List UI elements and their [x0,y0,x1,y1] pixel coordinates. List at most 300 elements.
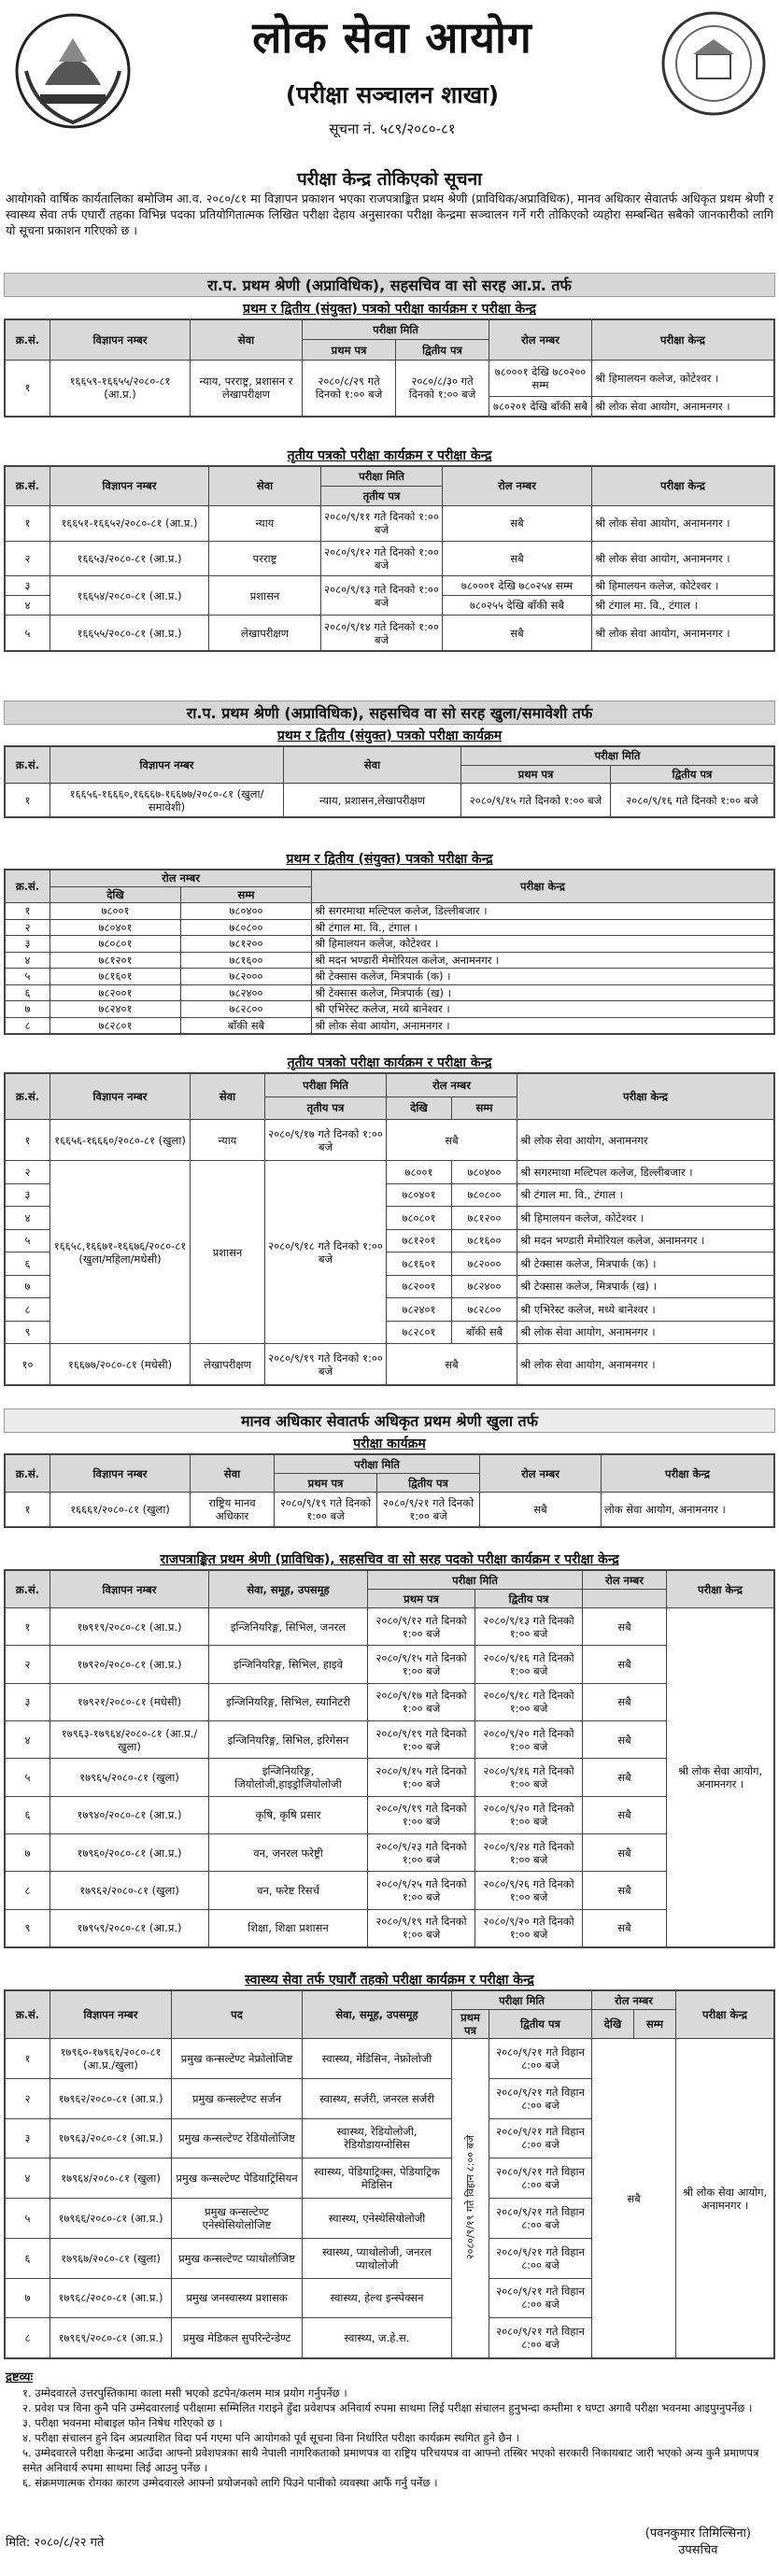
table-s8 [4,1989,775,2359]
col-sn: क्र.सं. [6,1991,50,2039]
note-number: ४. [22,2431,32,2444]
cell: श्री टंगाल मा. वि., टंगाल । [312,919,774,936]
cell: श्री लोक सेवा आयोग, अनामनगर । [592,396,774,416]
cell: १ [6,1493,50,1527]
cell: १६६६१/२०८०-८१ (खुला) [50,1493,191,1527]
cell: २०८०/९/२० गते दिनको १:०० बजे [475,1796,583,1833]
cell: २०८०/९/१८ गते दिनको १:०० बजे [265,1161,387,1344]
cell: ७८०४०१ [50,919,181,936]
col-roll: रोल नम्बर [50,870,312,887]
cell: १ [6,784,50,817]
cell: २०८०/९/१२ गते दिनको १:०० बजे [321,541,443,576]
col-from: देखि [50,886,181,903]
notice-title: परीक्षा केन्द्र तोकिएको सूचना [296,169,483,190]
cell: १६६५५/२०८०-८१ (आ.प्र.) [50,616,209,651]
cell: ७८०२०१ देखि बाँकी सबै [489,396,592,416]
table-row [6,1872,774,1909]
section-subtitle: प्रथम र द्वितीय (संयुक्त) पत्रको परीक्षा केन्द्र [286,852,493,867]
col-p1: प्रथम पत्र [368,1590,475,1608]
cell: सबै [583,1872,667,1909]
cell: श्री लोक सेवा आयोग, अनामनगर [517,1120,774,1161]
table-s1 [4,318,775,418]
cell: २०८०/९/२६ गते दिनको १:०० बजे [475,1872,583,1909]
cell: ८ [6,1298,50,1322]
cell: १७९६४/२०८०-८१ (खुला) [50,2158,172,2199]
cell: ४ [6,596,50,616]
signature-block [645,2526,751,2559]
cell: १६६५६-१६६६०/२०८०-८१ (खुला) [50,1120,191,1161]
cell: स्वास्थ्य, मेडिसिन, नेफ्रोलोजी [303,2039,452,2079]
table-row [6,616,774,651]
cell: ७८२००१ [387,1275,452,1298]
cell: २०८०/९/१४ गते दिनको १:०० बजे [321,616,443,651]
col-to: सम्म [452,1097,517,1120]
cell: २०८०/९/२४ गते दिनको १:०० बजे [475,1833,583,1871]
cell: ९ [6,1909,50,1946]
cell: १७९६६/२०८०-८१ (आ.प्र.) [50,2199,172,2239]
cell: सबै [443,616,592,651]
header [0,0,779,168]
cell: ७८२४०० [181,984,312,1001]
table-row [6,1646,774,1683]
col-service: सेवा [191,1455,275,1493]
cell: २०८०/९/१९ गते दिनको १:०० बजे [265,1344,387,1385]
cell: १६६५६-१६६६०,१६६६७-१६६७७/२०८०-८१ (खुला/समावेशी) [50,784,284,817]
cell: ३ [6,936,50,953]
org-name: लोक सेवा आयोग [252,12,532,63]
cell: श्री मदन भण्डारी मेमोरियल कलेज, अनामनगर । [517,1229,774,1253]
section-band: रा.प. प्रथम श्रेणी (अप्राविधिक), सहसचिव वा सो सरह खुला/समावेशी तर्फ [4,701,775,725]
cell: ७ [6,2278,50,2318]
section-subtitle: स्वास्थ्य सेवा तर्फ एघारौं तहको परीक्षा कार्यक्रम र परीक्षा केन्द्र [245,1973,534,1988]
cell: २०८०/९/१७ गते दिनको १:०० बजे [368,1683,475,1720]
cell: २०८०/९/२१ गते विहान ८:०० बजे [489,2118,592,2158]
col-adv: विज्ञापन नम्बर [50,1571,209,1608]
col-p1: प्रथम पत्र [303,340,396,360]
cell: स्वास्थ्य, हेल्थ इन्स्पेक्सन [303,2278,452,2318]
cell: प्रमुख कन्सल्टेण्ट रेडियोलोजिष्ट [172,2118,303,2158]
cell: श्री एभिरेस्ट कलेज, मध्ये बानेश्वर । [312,1001,774,1018]
cell: स्वास्थ्य, ज.हे.स. [303,2318,452,2358]
cell: सबै [387,1344,517,1385]
cell: श्री हिमालयन कलेज, कोटेश्वर । [592,360,774,396]
col-sn: क्र.सं. [6,870,50,903]
cell: १ [6,360,50,416]
table-row [6,903,774,920]
cell: लोक सेवा आयोग, अनामनगर । [602,1493,774,1527]
col-sn: क्र.सं. [6,320,50,361]
section-band: मानव अधिकार सेवातर्फ अधिकृत प्रथम श्रेणी खुला तर्फ [4,1408,775,1433]
col-service: सेवा, समूह, उपसमूह [209,1571,368,1608]
cell: ७८२८०१ [387,1321,452,1344]
cell: १ [6,505,50,541]
cell: ५ [6,616,50,651]
cell: १ [6,1608,50,1646]
table-row [6,1909,774,1946]
cell: १७९४०/२०८०-८१ (आ.प्र.) [50,1796,209,1833]
col-p1: प्रथम पत्र [275,1474,377,1493]
cell: श्री लोक सेवा आयोग, अनामनगर । [517,1321,774,1344]
note-item [6,2385,773,2400]
cell: २ [6,541,50,576]
table-s5 [4,1072,775,1386]
table-row [6,969,774,985]
cell: वन, फरेष्ट रिसर्च [209,1872,368,1909]
cell: १७९६८/२०८०-८१ (आ.प्र.) [50,2278,172,2318]
cell: २०८०/९/१८ गते दिनको १:०० बजे [475,1683,583,1720]
note-number: ३. [22,2416,32,2429]
table-row [6,505,774,541]
cell: २०८०/९/१९ गते दिनको १:०० बजे [368,1796,475,1833]
cell: श्री लोक सेवा आयोग, अनामनगर । [517,1344,774,1385]
table-s6 [4,1453,775,1528]
cell: २०८०/९/११ गते दिनको १:०० बजे [321,505,443,541]
nepal-emblem-icon [7,6,138,136]
cell: ४ [6,1207,50,1230]
cell: ७८०२५५ देखि बाँकी सबै [443,596,592,616]
col-service: सेवा [191,320,303,361]
table-row [6,1344,774,1385]
section-subtitle: राजपत्राङ्कित प्रथम श्रेणी (प्राविधिक), सहसचिव वा सो सरह पदको परीक्षा कार्यक्रम र परीक्षा केन्द्र [160,1552,619,1567]
cell: ५ [6,2199,50,2239]
col-adv: विज्ञापन नम्बर [50,320,191,361]
cell: २०८०/९/२१ गते विहान ८:०० बजे [489,2318,592,2358]
cell: ७८००१ [50,903,181,920]
cell [452,2039,489,2358]
col-date: परीक्षा मिति [303,320,489,340]
cell: ७८२००० [452,1253,517,1276]
cell: सबै [480,1493,602,1527]
cell: २०८०/९/२१ गते विहान ८:०० बजे [489,2199,592,2239]
cell: ३ [6,1683,50,1720]
cell: २०८०/९/१५ गते दिनको १:०० बजे [368,1646,475,1683]
table-row [6,1796,774,1833]
col-roll: रोल नम्बर [480,1455,602,1493]
cell: ७८१२०० [452,1207,517,1230]
cell: ८ [6,1872,50,1909]
note-item [6,2445,773,2475]
cell: २०८०/९/२१ गते विहान ८:०० बजे [489,2039,592,2079]
cell: श्री मदन भण्डारी मेमोरियल कलेज, अनामनगर । [312,952,774,969]
col-adv: विज्ञापन नम्बर [50,467,209,506]
cell: श्री टेक्सास कलेज, मित्रपार्क (ख) । [312,984,774,1001]
col-post: पद [172,1991,303,2039]
col-p3: तृतीय पत्र [321,486,443,505]
cell: २०८०/८/२९ गते दिनको १:०० बजे [303,360,396,416]
col-center: परीक्षा केन्द्र [312,870,774,903]
cell: न्याय, परराष्ट्र, प्रशासन र लेखापरीक्षण [191,360,303,416]
cell: १६६५९-१६६५५/२०८०-८१ (आ.प्र.) [50,360,191,416]
col-date: परीक्षा मिति [452,1991,592,2010]
cell: १७९६०-१७९६१/२०८०-८१ (आ.प्र./खुला) [50,2039,172,2079]
col-service: सेवा [209,467,321,506]
col-p1: प्रथम पत्र [461,765,611,784]
cell: प्रमुख कन्सल्टेण्ट सर्जन [172,2078,303,2118]
note-text: संक्रमणात्मक रोगका कारण उम्मेदवारले आफ्नो प्रयोजनको लागि पिउने पानीको व्यवस्था आफैं गर्नु पर्नेछ । [35,2476,438,2489]
cell: २०८०/९/२१ गते विहान ८:०० बजे [489,2238,592,2278]
cell: इन्जिनियरिङ्ग, जियोलोजी,हाइड्रोजियोलोजी [209,1759,368,1796]
cell: लेखापरीक्षण [191,1344,265,1385]
cell: ७८०००१ देखि ७८०२५४ सम्म [443,576,592,596]
cell: सबै [583,1909,667,1946]
note-number: ५. [22,2446,32,2459]
cell: १ [6,2039,50,2079]
cell: ३ [6,1183,50,1207]
section-subtitle: प्रथम र द्वितीय (संयुक्त) पत्रको परीक्षा कार्यक्रम र परीक्षा केन्द्र [243,302,536,317]
notes [6,2371,773,2490]
table-s4 [4,869,775,1035]
cell: इन्जिनियरिङ्ग, सिभिल, स्यानिटरी [209,1683,368,1720]
cell: २०८०/९/२५ गते दिनको १:०० बजे [368,1872,475,1909]
cell: ७८१६०१ [387,1253,452,1276]
cell: प्रमुख कन्सल्टेण्ट एनेस्थेसियोलोजिष्ट [172,2199,303,2239]
note-text: उम्मेदवारले उत्तरपुस्तिकामा काला मसी भएको डटपेन/कलम मात्र प्रयोग गर्नुपर्नेछ । [35,2386,347,2399]
cell: न्याय [209,505,321,541]
cell: सबै [583,1796,667,1833]
col-date: परीक्षा मिति [265,1074,387,1097]
cell: ६ [6,1253,50,1276]
section-subtitle: परीक्षा कार्यक्रम [353,1437,426,1451]
cell: १६६५८,१६६७१-१६६७६/२०८०-८१ (खुला/महिला/मधेसी) [50,1161,191,1344]
table-row [6,360,774,396]
col-center: परीक्षा केन्द्र [667,1571,774,1608]
cell: ७८००१ [387,1161,452,1184]
cell: शिक्षा, शिक्षा प्रशासन [209,1909,368,1946]
cell: १ [6,903,50,920]
cell: ९ [6,1321,50,1344]
cell: ६ [6,984,50,1001]
cell: ४ [6,1720,50,1758]
cell: श्री टंगाल मा. वि., टंगाल । [517,1183,774,1207]
cell: ७८१२०० [181,936,312,953]
branch-name: (परीक्षा सञ्चालन शाखा) [285,81,500,108]
cell: १६६७७/२०८०-८१ (मधेसी) [50,1344,191,1385]
cell: ७८२००० [181,969,312,985]
table-row [6,1120,774,1161]
table-s2 [4,465,775,652]
cell: प्रमुख कन्सल्टेण्ट प्याथोलोजिष्ट [172,2238,303,2278]
col-from: देखि [592,2010,634,2039]
cell: १७९१९/२०८०-८१ (आ.प्र.) [50,1608,209,1646]
cell: १७९२०/२०८०-८१ (आ.प्र.) [50,1646,209,1683]
cell: १० [6,1344,50,1385]
col-from: देखि [387,1097,452,1120]
cell: ७८१६०० [452,1229,517,1253]
cell: ५ [6,1229,50,1253]
cell: सबै [443,541,592,576]
cell: स्वास्थ्य, सर्जरी, जनरल सर्जरी [303,2078,452,2118]
cell: ८ [6,2318,50,2358]
cell: इन्जिनियरिङ्ग, सिभिल, हाइवे [209,1646,368,1683]
cell: श्री सगरमाथा मल्टिपल कलेज, डिल्लीबजार । [517,1161,774,1184]
table-row [6,1017,774,1034]
note-text: उम्मेदवारले परीक्षा केन्द्रमा आउँदा आफ्नो प्रवेशपत्रका साथै नेपाली नागरिकताको प्रमाणपत्र वा राष्ट्रिय परिचयपत्र वा आफ्नो तस्बिर भएको सरकारी निकायबाट जारी भएको अन्य कुनै प्रमाणपत्र समेत अनिवार्य रुपमा साथमा लिई आउनु पर्नेछ । [22,2446,759,2474]
notice-date: मिति: २०८०/८/२२ गते [6,2536,105,2550]
cell: सबै [443,505,592,541]
cell: २ [6,1646,50,1683]
cell: ७८१२०१ [387,1229,452,1253]
cell: श्री टंगाल मा. वि., टंगाल । [592,596,774,616]
cell: ७८२८०० [181,1001,312,1018]
cell: २०८०/९/१६ गते दिनको १:०० बजे [475,1646,583,1683]
cell: ७८२४०० [452,1275,517,1298]
cell: ७८०४०० [181,903,312,920]
col-service: सेवा, समूह, उपसमूह [303,1991,452,2039]
cell: सबै [583,1608,667,1646]
cell: श्री एभिरेस्ट कलेज, मध्ये बानेश्वर । [517,1298,774,1322]
cell: श्री लोक सेवा आयोग, अनामनगर । [676,2039,774,2358]
col-date: परीक्षा मिति [368,1571,583,1590]
cell: २०८०/९/१६ गते दिनको १:०० बजे [475,1759,583,1796]
table-row [6,2039,774,2079]
col-roll: रोल नम्बर [443,467,592,506]
note-item [6,2475,773,2490]
note-number: ६. [22,2476,32,2489]
cell: २०८०/९/२१ गते विहान ८:०० बजे [489,2078,592,2118]
section-subtitle: प्रथम र द्वितीय (संयुक्त) पत्रको परीक्षा कार्यक्रम [276,729,503,743]
cell: १६६५३/२०८०-८१ (आ.प्र.) [50,541,209,576]
cell: १६६५१-१६६५२/२०८०-८१ (आ.प्र.) [50,505,209,541]
signatory-name: (पवनकुमार तिमिल्सिना) [644,2526,751,2541]
table-s7 [4,1569,775,1948]
cell: ७८०८०० [452,1183,517,1207]
col-to: सम्म [181,886,312,903]
cell: १७९६७/२०८०-८१ (खुला) [50,2238,172,2278]
col-sn: क्र.सं. [6,747,50,784]
cell: १६६५४/२०८०-८१ (आ.प्र.) [50,576,209,616]
cell: श्री हिमालयन कलेज, कोटेश्वर । [312,936,774,953]
cell: स्वास्थ्य, पेडियाट्रिक्स, पेडियाट्रिक मेडिसिन [303,2158,452,2199]
cell: २ [6,1161,50,1184]
table-row [6,1720,774,1758]
cell: २०८०/९/२१ गते विहान ८:०० बजे [489,2278,592,2318]
cell: इन्जिनियरिङ्ग, सिभिल, इरिगेसन [209,1720,368,1758]
cell: प्रमुख कन्सल्टेण्ट पेडियाट्रिसियन [172,2158,303,2199]
cell: श्री लोक सेवा आयोग, अनामनगर । [667,1608,774,1947]
cell: सबै [583,1683,667,1720]
cell: श्री टेक्सास कलेज, मित्रपार्क (ख) । [517,1275,774,1298]
cell: १७९६३-१७९६४/२०८०-८१ (आ.प्र./खुला) [50,1720,209,1758]
cell: प्रमुख जनस्वास्थ्य प्रशासक [172,2278,303,2318]
table-row [6,1493,774,1527]
table-row [6,952,774,969]
note-item [6,2415,773,2430]
cell: ७८०४०० [452,1161,517,1184]
cell: श्री लोक सेवा आयोग, अनामनगर । [592,505,774,541]
cell: ४ [6,952,50,969]
table-row [6,1833,774,1871]
col-roll: रोल नम्बर [489,320,592,361]
col-adv: विज्ञापन नम्बर [50,1991,172,2039]
cell: प्रशासन [209,576,321,616]
col-date: परीक्षा मिति [461,747,774,766]
col-p2: द्वितीय पत्र [611,765,774,784]
table-s3 [4,745,775,818]
table-row [6,576,774,596]
cell: सबै [583,1720,667,1758]
cell: स्वास्थ्य, एनेस्थेसियोलोजी [303,2199,452,2239]
col-adv: विज्ञापन नम्बर [50,1074,191,1120]
table-row [6,984,774,1001]
cell: ४ [6,2158,50,2199]
cell: ३ [6,576,50,596]
col-to: सम्म [634,2010,676,2039]
cell: ३ [6,2118,50,2158]
cell: सबै [592,2039,676,2358]
cell: प्रशासन [191,1161,265,1344]
cell: २०८०/९/१३ गते दिनको १:०० बजे [321,576,443,616]
col-date: परीक्षा मिति [275,1455,480,1474]
col-adv: विज्ञापन नम्बर [50,1455,191,1493]
cell: सबै [387,1120,517,1161]
cell: बाँकी सबै [181,1017,312,1034]
cell: २०८०/९/२० गते दिनको १:०० बजे [475,1909,583,1946]
cell: २०८०/९/१२ गते दिनको १:०० बजे [368,1608,475,1646]
col-adv: विज्ञापन नम्बर [50,747,284,784]
cell: १७९६२/२०८०-८१ (आ.प्र.) [50,2078,172,2118]
table-row [6,919,774,936]
cell: कृषि, कृषि प्रसार [209,1796,368,1833]
cell: श्री हिमालयन कलेज, कोटेश्वर । [517,1207,774,1230]
cell: १ [6,1120,50,1161]
cell: श्री सगरमाथा मल्टिपल कलेज, डिल्लीबजार । [312,903,774,920]
cell: २०८०/९/१५ गते दिनको १:०० बजे [461,784,611,817]
col-sn: क्र.सं. [6,1074,50,1120]
cell: १७९६३/२०८०-८१ (आ.प्र.) [50,2118,172,2158]
cell: २०८०/९/१९ गते दिनको १:०० बजे [368,1720,475,1758]
cell: ७८०४०१ [387,1183,452,1207]
cell: १७९६२/२०८०-८१ (खुला) [50,1872,209,1909]
cell: २०८०/८/३० गते दिनको १:०० बजे [396,360,489,416]
table-row [6,1161,774,1184]
cell: प्रमुख मेडिकल सुपरिन्टेन्डेण्ट [172,2318,303,2358]
cell: सबै [583,1646,667,1683]
cell: ७८१६०० [181,952,312,969]
cell: २०८०/९/१३ गते दिनको १:०० बजे [475,1608,583,1646]
col-sn: क्र.सं. [6,1455,50,1493]
col-date: परीक्षा मिति [321,467,443,487]
cell: २०८०/९/१९ गते दिनको १:०० बजे [275,1493,377,1527]
col-center: परीक्षा केन्द्र [602,1455,774,1493]
col-center: परीक्षा केन्द्र [592,320,774,361]
col-p2: द्वितीय पत्र [377,1474,480,1493]
cell: २०८०/९/२३ गते दिनको १:०० बजे [368,1833,475,1871]
col-p3: तृतीय पत्र [265,1097,387,1120]
col-roll: रोल नम्बर [583,1571,667,1590]
col-sn: क्र.सं. [6,467,50,506]
col-roll: रोल नम्बर [387,1074,517,1097]
table-row [6,541,774,576]
cell: ६ [6,2238,50,2278]
cell: २०८०/९/२१ गते दिनको १:०० बजे [377,1493,480,1527]
cell: ७८२४०१ [50,1001,181,1018]
cell: ७ [6,1001,50,1018]
cell: श्री लोक सेवा आयोग, अनामनगर । [592,616,774,651]
cell: ६ [6,1796,50,1833]
cell: १७९६५/२०८०-८१ (खुला) [50,1759,209,1796]
cell: २०८०/९/२० गते दिनको १:०० बजे [475,1720,583,1758]
table-row [6,1608,774,1646]
table-row [6,1759,774,1796]
cell: स्वास्थ्य, प्याथोलोजी, जनरल प्याथोलोजी [303,2238,452,2278]
cell: २०८०/९/२१ गते विहान ८:०० बजे [489,2158,592,2199]
table-row [6,784,774,817]
cell: ७८२८०० [452,1298,517,1322]
col-service: सेवा [284,747,461,784]
col-roll: रोल नम्बर [592,1991,676,2010]
signatory-title: उपसचिव [678,2543,718,2557]
col-p2: द्वितीय पत्र [475,1590,583,1608]
